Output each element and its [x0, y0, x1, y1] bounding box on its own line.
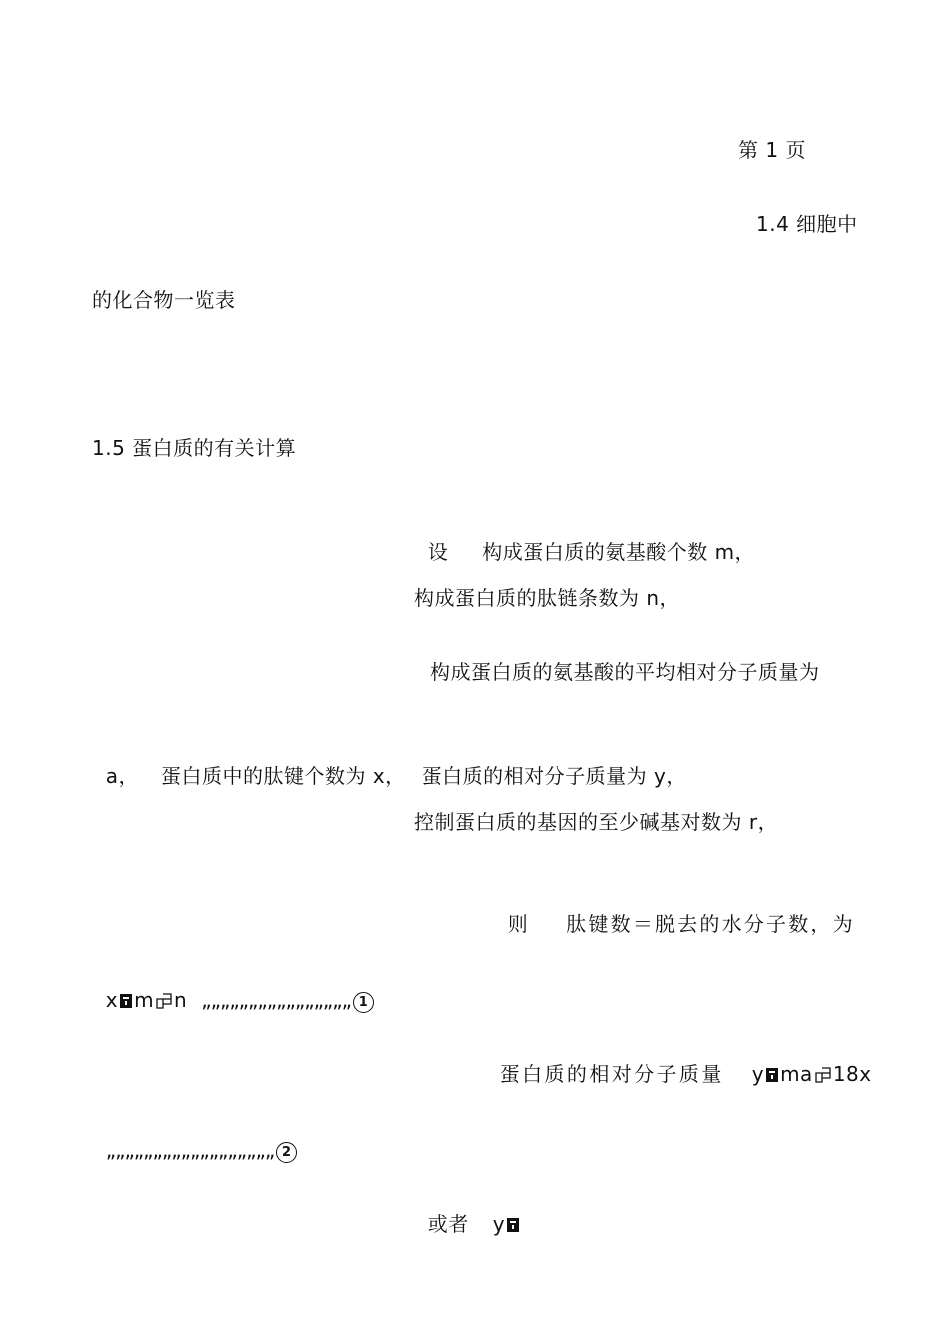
equals-glyph-icon [506, 1217, 520, 1233]
set-word: 设 [427, 540, 449, 564]
definition-average-mass: 构成蛋白质的氨基酸的平均相对分子质量为 [430, 660, 820, 684]
eq1-number-badge: 1 [353, 992, 374, 1013]
eq1-n: n [174, 988, 188, 1012]
definition-gene: 控制蛋白质的基因的至少碱基对数为 r， [414, 810, 779, 834]
section-heading-1-4-continued: 的化合物一览表 [92, 288, 236, 312]
peptide-bond-statement: 肽键数＝脱去的水分子数，为 [566, 912, 855, 936]
eq2-ma: ma [780, 1062, 813, 1086]
eq3-label: 或者 [427, 1212, 469, 1236]
amino-acid-count-def: 构成蛋白质的氨基酸个数 m， [482, 540, 756, 564]
equals-glyph-icon [765, 1067, 779, 1083]
eq1-dots: „„„„„„„„„„„„„„„„ [201, 988, 352, 1012]
minus-glyph-icon [814, 1067, 832, 1083]
eq2-y: y [751, 1062, 765, 1086]
eq2-18x: 18x [832, 1062, 872, 1086]
definition-set [414, 510, 755, 566]
eq3-y: y [492, 1212, 506, 1236]
minus-glyph-icon [155, 993, 173, 1009]
eq1-x: x [105, 988, 119, 1012]
section-heading-1-5: 1.5 蛋白质的有关计算 [92, 436, 297, 460]
statement-then [494, 882, 855, 938]
protein-mass-def: 蛋白质的相对分子质量为 y， [421, 764, 687, 788]
eq1-m: m [134, 988, 155, 1012]
equation-2-continued [92, 1108, 297, 1164]
equals-glyph-icon [119, 993, 133, 1009]
then-word: 则 [507, 912, 529, 936]
var-a: a， [105, 764, 139, 788]
eq2-dots: „„„„„„„„„„„„„„„„„„ [105, 1138, 275, 1162]
equation-3 [414, 1182, 521, 1238]
definition-chain-count: 构成蛋白质的肽链条数为 n， [414, 586, 681, 610]
peptide-bond-def: 蛋白质中的肽键个数为 x， [160, 764, 406, 788]
page-number: 第 1 页 [738, 138, 806, 162]
section-heading-1-4: 1.4 细胞中 [756, 212, 858, 236]
eq2-number-badge: 2 [276, 1142, 297, 1163]
definition-variables [92, 734, 687, 790]
equation-2 [486, 1032, 872, 1088]
equation-1 [92, 958, 374, 1014]
eq2-label: 蛋白质的相对分子质量 [499, 1062, 724, 1086]
